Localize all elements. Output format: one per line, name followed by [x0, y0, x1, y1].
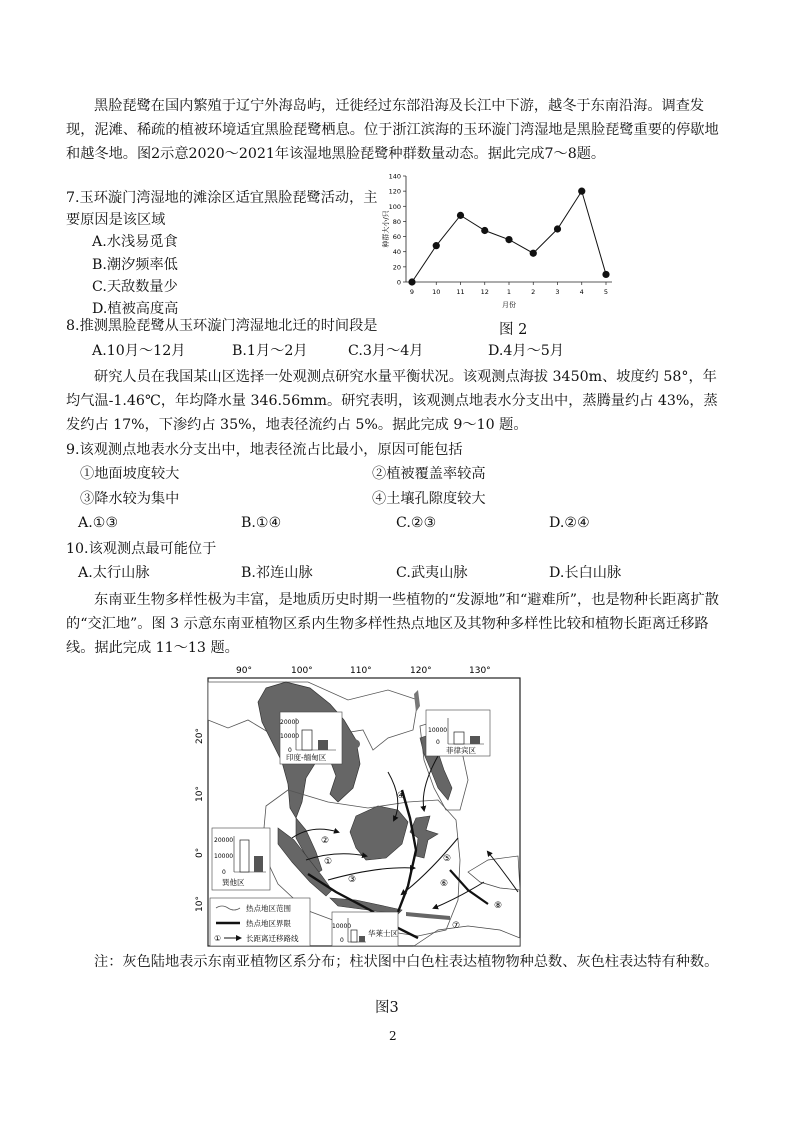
- q10-option-b: B.祁连山脉: [241, 565, 313, 581]
- data-point: [457, 212, 464, 219]
- svg-text:0: 0: [222, 869, 226, 876]
- data-point: [554, 225, 561, 232]
- bar-phil-total: [454, 732, 464, 744]
- bar-india-endemic: [318, 740, 328, 750]
- y-tick-label: 100: [388, 202, 401, 211]
- lon-label-130: 130°: [469, 666, 491, 676]
- inset-wallacea: [332, 912, 398, 946]
- svg-text:菲律宾区: 菲律宾区: [446, 746, 476, 755]
- x-tick-label: 11: [456, 288, 465, 296]
- x-tick-label: 1: [506, 288, 512, 296]
- figure2-line-chart: [376, 168, 622, 308]
- q8-stem: 8.推测黑脸琵鹭从玉环漩门湾湿地北迁的时间段是: [66, 318, 378, 334]
- intro-paragraph-water: 研究人员在我国某山区选择一处观测点研究水量平衡状况。该观测点海拔 3450m、坡度约 58°，年均气温-1.46℃，年均降水量 346.56mm。研究表明，该观测点地表水分支出中，蒸腾量约占 43%，蒸发约占 17%，下渗约占 35%，地表径流约占 5%。据此完成 9～10 题。: [66, 369, 718, 433]
- q9-stem: 9.该观测点地表水分支出中，地表径流占比最小，原因可能包括: [66, 442, 463, 458]
- q8-option-d: D.4月～5月: [488, 343, 564, 359]
- q9-item-3: ③降水较为集中: [80, 491, 180, 507]
- y-tick-label: 0: [396, 278, 401, 287]
- svg-text:0: 0: [436, 739, 440, 746]
- y-tick-label: 80: [392, 217, 401, 226]
- q8-option-a: A.10月～12月: [92, 343, 186, 359]
- data-point: [408, 278, 415, 285]
- q7-option-a: A.水浅易觅食: [92, 234, 178, 250]
- x-tick-label: 4: [579, 288, 584, 296]
- y-tick-label: 140: [388, 172, 401, 181]
- q7-option-b: B.潮汐频率低: [92, 257, 178, 273]
- q9-option-c: C.②③: [396, 515, 437, 531]
- bar-wall-total: [351, 930, 357, 942]
- svg-text:巽他区: 巽他区: [222, 878, 245, 887]
- q9-item-4: ④土壤孔隙度较大: [372, 491, 486, 507]
- svg-text:20000: 20000: [214, 837, 234, 844]
- x-tick-label: 9: [409, 288, 415, 296]
- data-point: [505, 236, 512, 243]
- lat-label-10n: 10°: [195, 786, 205, 802]
- bar-sunda-total: [240, 840, 249, 872]
- y-tick-label: 60: [392, 233, 401, 242]
- y-axis-label: 种群大小/只: [382, 210, 390, 248]
- x-axis-label: 月份: [502, 301, 516, 308]
- lat-label-0: 0°: [195, 847, 205, 858]
- q10-option-d: D.长白山脉: [549, 565, 622, 581]
- bar-phil-endemic: [470, 736, 480, 744]
- inset-india-burma: [280, 712, 342, 764]
- lon-label-110: 110°: [350, 666, 372, 676]
- figure3-map: [188, 660, 544, 950]
- page-number: 2: [389, 1029, 397, 1043]
- q7-stem-line2: 要原因是该区域: [66, 212, 166, 228]
- bar-sunda-endemic: [254, 856, 263, 872]
- route-label-1: ①: [324, 857, 333, 867]
- q9-item-2: ②植被覆盖率较高: [372, 466, 486, 482]
- svg-text:20000: 20000: [280, 719, 300, 726]
- lon-label-90: 90°: [236, 666, 252, 676]
- route-label-7: ⑦: [452, 921, 461, 931]
- route-label-8: ⑧: [494, 901, 503, 911]
- y-tick-label: 40: [392, 248, 401, 257]
- legend-route: 长距离迁移路线: [246, 934, 299, 943]
- svg-text:印度-缅甸区: 印度-缅甸区: [286, 753, 327, 762]
- legend-route-symbol: ①: [214, 934, 222, 943]
- q9-option-a: A.①③: [78, 515, 119, 531]
- y-tick-label: 20: [392, 263, 401, 272]
- data-point: [602, 271, 609, 278]
- route-label-4: ④: [397, 791, 406, 801]
- intro-paragraph-birds: 黑脸琵鹭在国内繁殖于辽宁外海岛屿，迁徙经过东部沿海及长江中下游，越冬于东南沿海。调查发现，泥滩、稀疏的植被环境适宜黑脸琵鹭栖息。位于浙江滨海的玉环漩门湾湿地是黑脸琵鹭重要的停歇地和越冬地。图2示意2020～2021年该湿地黑脸琵鹭种群数量动态。据此完成7～8题。: [66, 98, 719, 162]
- x-tick-label: 10: [432, 288, 441, 296]
- lon-label-100: 100°: [291, 666, 313, 676]
- q8-option-c: C.3月～4月: [348, 343, 424, 359]
- data-point: [530, 250, 537, 257]
- lon-label-120: 120°: [410, 666, 432, 676]
- svg-text:华莱士区: 华莱士区: [368, 929, 398, 938]
- y-tick-label: 120: [388, 187, 401, 196]
- q7-stem-line1: 7.玉环漩门湾湿地的滩涂区适宜黑脸琵鹭活动，主: [66, 190, 378, 206]
- q10-option-c: C.武夷山脉: [396, 565, 468, 581]
- data-point: [433, 242, 440, 249]
- route-label-6: ⑥: [440, 879, 449, 889]
- svg-text:0: 0: [340, 937, 344, 944]
- figure3-caption: 图3: [375, 1000, 399, 1016]
- data-point: [481, 227, 488, 234]
- legend-hotspot-range: 热点地区范围: [246, 904, 291, 913]
- bar-india-total: [302, 730, 312, 750]
- intro-paragraph-biodiversity: 东南亚生物多样性极为丰富，是地质历史时期一些植物的“发源地”和“避难所”，也是物种长距离扩散的“交汇地”。图 3 示意东南亚植物区系内生物多样性热点地区及其物种多样性比较和植物长距离迁移路线。据此完成 11～13 题。: [66, 592, 719, 656]
- bar-wall-endemic: [359, 936, 365, 942]
- route-label-2: ②: [321, 836, 330, 846]
- x-tick-label: 3: [555, 288, 560, 296]
- q8-option-b: B.1月～2月: [232, 343, 308, 359]
- hainan-island: [348, 739, 360, 749]
- x-tick-label: 12: [480, 288, 489, 296]
- svg-text:10000: 10000: [214, 853, 234, 860]
- q7-option-d: D.植被高度高: [92, 301, 179, 317]
- data-point: [578, 188, 585, 195]
- map-legend: [210, 898, 310, 946]
- q9-option-b: B.①④: [241, 515, 282, 531]
- inset-philippines: [426, 710, 490, 756]
- x-tick-label: 2: [531, 288, 536, 296]
- svg-text:10000: 10000: [332, 923, 352, 930]
- figure2-caption: 图 2: [499, 322, 528, 338]
- route-label-5: ⑤: [443, 854, 452, 864]
- svg-text:10000: 10000: [428, 727, 448, 734]
- route-label-3: ③: [348, 875, 357, 885]
- legend-hotspot-boundary: 热点地区界限: [246, 919, 291, 928]
- lat-label-20n: 20°: [195, 728, 205, 744]
- q9-item-1: ①地面坡度较大: [80, 466, 180, 482]
- figure3-note: 注：灰色陆地表示东南亚植物区系分布；柱状图中白色柱表达植物物种总数、灰色柱表达特有种数。: [94, 954, 719, 970]
- lat-label-10s: 10°: [195, 896, 205, 912]
- svg-text:0: 0: [288, 747, 292, 754]
- svg-text:10000: 10000: [280, 733, 300, 740]
- inset-sunda: [212, 828, 270, 890]
- q10-option-a: A.太行山脉: [78, 565, 150, 581]
- x-tick-label: 5: [603, 288, 609, 296]
- q9-option-d: D.②④: [549, 515, 590, 531]
- q7-option-c: C.天敌数量少: [92, 279, 178, 295]
- q10-stem: 10.该观测点最可能位于: [66, 541, 217, 557]
